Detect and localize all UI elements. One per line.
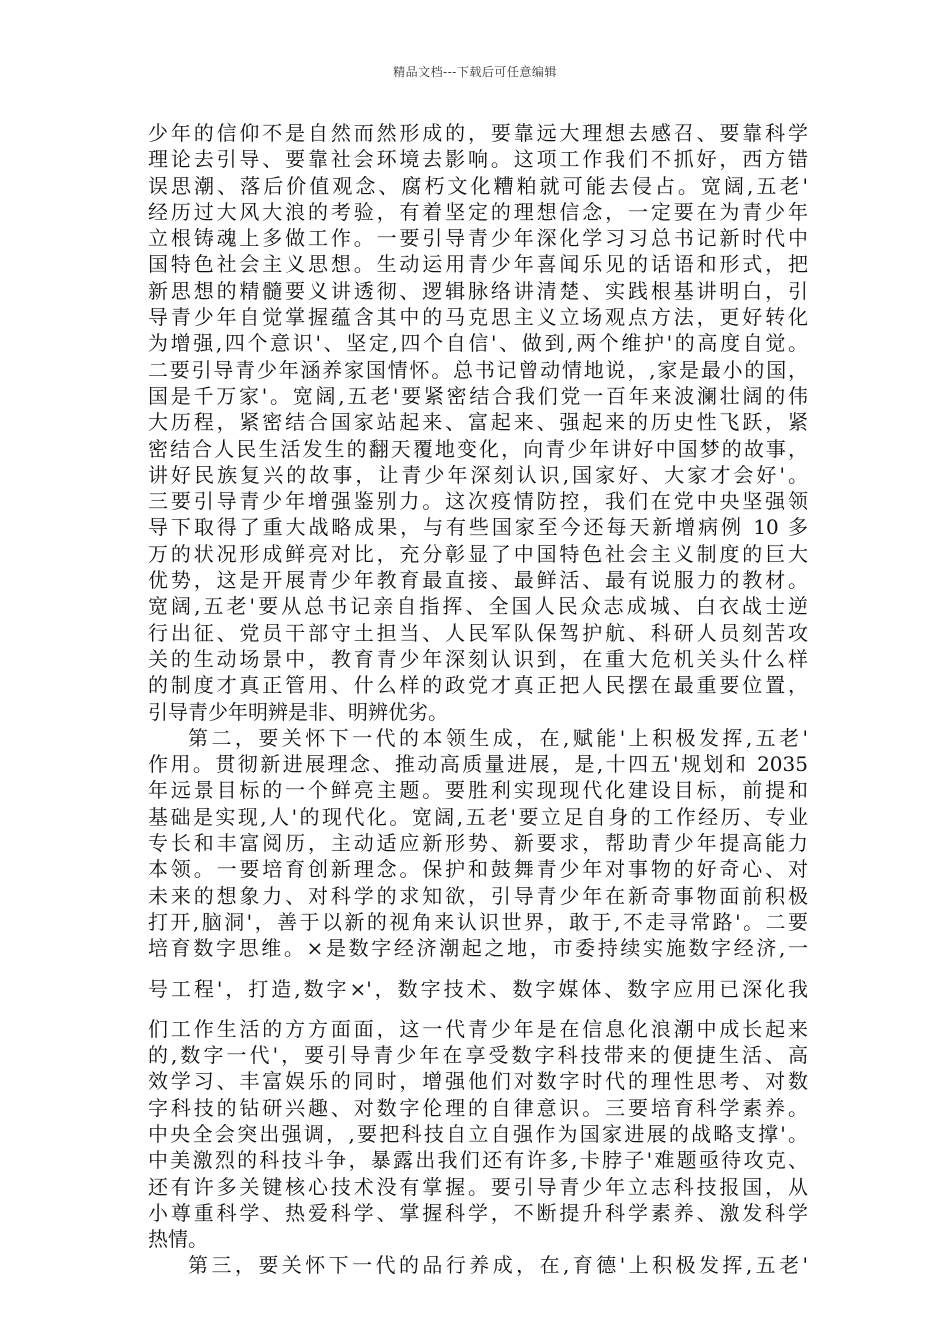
text-line: 本领。一要培育创新理念。保护和鼓舞青少年对事物的好奇心、对: [148, 857, 808, 882]
text-line: 们工作生活的方方面面，这一代青少年是在信息化浪潮中成长起来: [148, 1016, 808, 1041]
text-line: 二要引导青少年涵养家国情怀。总书记曾动情地说，,家是最小的国，: [148, 357, 808, 382]
text-line: 经历过大风大浪的考验，有着坚定的理想信念，一定要在为青少年: [148, 199, 808, 224]
text-line: 的,数字一代'，要引导青少年在享受数字科技带来的便捷生活、高: [148, 1043, 808, 1068]
text-line: 作用。贯彻新进展理念、推动高质量进展，是,十四五'规划和 2035: [148, 752, 808, 777]
text-line: 中央全会突出强调，,要把科技自立自强作为国家进展的战略支撑'。: [148, 1121, 808, 1146]
text-line: 基础是实现,人'的现代化。宽阔,五老'要立足自身的工作经历、专业: [148, 804, 808, 829]
text-line: 宽阔,五老'要从总书记亲自指挥、全国人民众志成城、白衣战士逆: [148, 594, 808, 619]
paragraph-end-line: 引导青少年明辨是非、明辨优劣。: [148, 699, 448, 724]
text-line: 效学习、丰富娱乐的同时，增强他们对数字时代的理性思考、对数: [148, 1069, 808, 1094]
text-line: 中美激烈的科技斗争，暴露出我们还有许多,卡脖子'难题亟待攻克、: [148, 1148, 808, 1173]
text-line: 国特色社会主义思想。生动运用青少年喜闻乐见的话语和形式，把: [148, 252, 808, 277]
text-line: 打开,脑洞'，善于以新的视角来认识世界，敢于,不走寻常路'。二要: [148, 909, 808, 934]
text-line: 年远景目标的一个鲜亮主题。要胜利实现现代化建设目标，前提和: [148, 778, 808, 803]
text-line: 行出征、党员干部守土担当、人民军队保驾护航、科研人员刻苦攻: [148, 620, 808, 645]
text-line: 为增强,四个意识'、坚定,四个自信'、做到,两个维护'的高度自觉。: [148, 331, 808, 356]
text-line: 关的生动场景中，教育青少年深刻认识到，在重大危机关头什么样: [148, 646, 808, 671]
text-line: 密结合人民生活发生的翻天覆地变化，向青少年讲好中国梦的故事，: [148, 436, 808, 461]
page-header: 精品文档---下载后可任意编辑: [393, 65, 557, 79]
text-line: 导青少年自觉掌握蕴含其中的马克思主义立场观点方法，更好转化: [148, 305, 808, 330]
text-line: 培育数字思维。×是数字经济潮起之地，市委持续实施数字经济,一: [148, 936, 808, 961]
text-line: 导下取得了重大战略成果，与有些国家至今还每天新增病例 10 多: [148, 515, 808, 540]
text-line: 误思潮、落后价值观念、腐朽文化糟粕就可能去侵占。宽阔,五老': [148, 173, 808, 198]
text-line: 还有许多关键核心技术没有掌握。要引导青少年立志科技报国，从: [148, 1174, 808, 1199]
text-line: 少年的信仰不是自然而然形成的，要靠远大理想去感召、要靠科学: [148, 121, 808, 145]
text-line: 万的状况形成鲜亮对比，充分彰显了中国特色社会主义制度的巨大: [148, 541, 808, 566]
paragraph-end-line: 热情。: [148, 1227, 208, 1252]
text-line: 号工程'，打造,数字×'，数字技术、数字媒体、数字应用已深化我: [148, 976, 808, 1001]
text-line: 专长和丰富阅历，主动适应新形势、新要求，帮助青少年提高能力: [148, 831, 808, 856]
text-line: 小尊重科学、热爱科学、掌握科学，不断提升科学素养、激发科学: [148, 1200, 808, 1225]
text-line: 优势，这是开展青少年教育最直接、最鲜活、最有说服力的教材。: [148, 568, 808, 593]
text-line: 立根铸魂上多做工作。一要引导青少年深化学习习总书记新时代中: [148, 226, 808, 251]
text-line: 大历程，紧密结合国家站起来、富起来、强起来的历史性飞跃，紧: [148, 410, 808, 435]
paragraph-start-line: 第二，要关怀下一代的本领生成，在,赋能'上积极发挥,五老': [188, 725, 808, 750]
text-line: 新思想的精髓要义讲透彻、逻辑脉络讲清楚、实践根基讲明白，引: [148, 278, 808, 303]
text-line: 的制度才真正管用、什么样的政党才真正把人民摆在最重要位置，: [148, 673, 808, 698]
paragraph-start-line: 第三，要关怀下一代的品行养成，在,育德'上积极发挥,五老': [188, 1253, 808, 1278]
document-body: [148, 120, 808, 1279]
text-line: 国是千万家'。宽阔,五老'要紧密结合我们党一百年来波澜壮阔的伟: [148, 383, 808, 408]
text-line: 讲好民族复兴的故事，让青少年深刻认识,国家好、大家才会好'。: [148, 462, 808, 487]
text-line: 理论去引导、要靠社会环境去影响。这项工作我们不抓好，西方错: [148, 147, 808, 172]
text-line: 字科技的钻研兴趣、对数字伦理的自律意识。三要培育科学素养。: [148, 1095, 808, 1120]
text-line: 未来的想象力、对科学的求知欲，引导青少年在新奇事物面前积极: [148, 883, 808, 908]
text-line: 三要引导青少年增强鉴别力。这次疫情防控，我们在党中央坚强领: [148, 489, 808, 514]
